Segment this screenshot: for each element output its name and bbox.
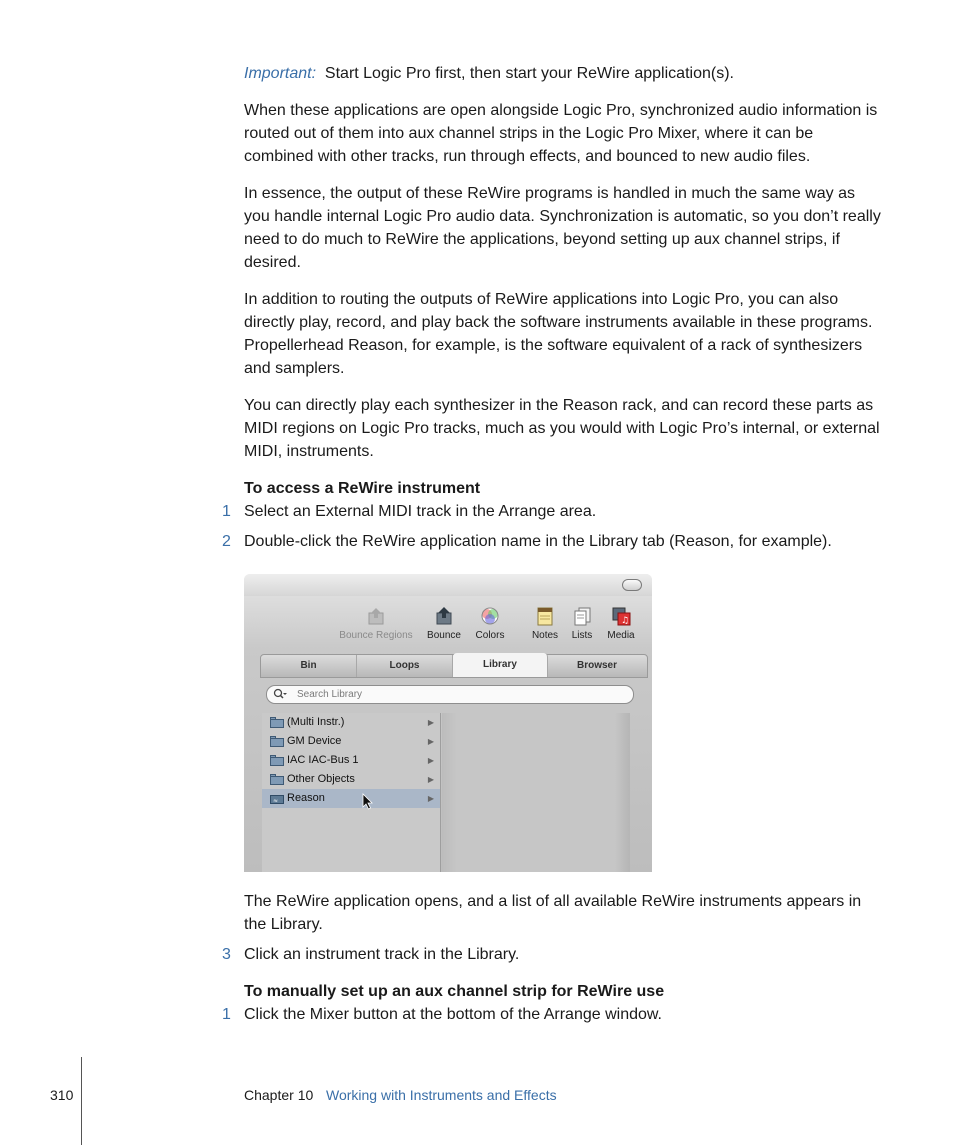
toolbar-label: Colors <box>475 630 505 641</box>
step-text: Click an instrument track in the Library. <box>244 946 520 963</box>
step-number: 1 <box>222 503 231 520</box>
step-number: 2 <box>222 533 231 550</box>
paragraph: In addition to routing the outputs of ReWire applications into Logic Pro, you can also directly play, record, and play back the software instruments available in these programs. Propellerhead Reason, for example, is the software equivalent of a rack of synthesizers and samplers. <box>244 291 873 377</box>
paragraph: You can directly play each synthesizer in the Reason rack, and can record these parts as MIDI regions on Logic Pro tracks, much as you would with Logic Pro’s internal, or external MIDI, instruments. <box>244 397 880 460</box>
list-item-label: Reason <box>287 792 325 804</box>
disclosure-arrow-icon: ▶ <box>427 737 434 746</box>
footer-divider <box>81 1057 82 1145</box>
disclosure-arrow-icon: ▶ <box>427 756 434 765</box>
list-item-label: Other Objects <box>287 773 355 785</box>
step-number: 3 <box>222 946 231 963</box>
folder-icon <box>270 755 284 766</box>
library-tabs <box>260 654 648 678</box>
library-screenshot <box>244 574 652 872</box>
folder-icon <box>270 774 284 785</box>
lists-icon <box>572 606 592 626</box>
list-item-selected[interactable] <box>262 789 440 808</box>
important-label: Important: <box>244 65 317 82</box>
list-item-label: GM Device <box>287 735 342 747</box>
section-heading: To manually set up an aux channel strip for ReWire use <box>244 983 665 1000</box>
search-icon <box>273 686 287 709</box>
toolbar-label: Bounce <box>427 630 461 641</box>
important-text: Start Logic Pro first, then start your ReWire application(s). <box>324 65 734 82</box>
list-item-label: (Multi Instr.) <box>287 716 345 728</box>
step-text: Double-click the ReWire application name in the Library tab (Reason, for example). <box>244 533 832 550</box>
paragraph: When these applications are open alongside Logic Pro, synchronized audio information is routed out of them into aux channel strips in the Logic Pro Mixer, where it can be combined with other tracks, run through effects, and bounced to new audio files. <box>244 102 878 165</box>
folder-icon <box>270 717 284 728</box>
list-item[interactable] <box>262 751 440 770</box>
toolbar-media[interactable] <box>600 606 642 641</box>
library-detail-pane <box>442 713 630 872</box>
library-list <box>262 713 441 872</box>
list-item[interactable] <box>262 770 440 789</box>
step-number: 1 <box>222 1006 231 1023</box>
section-heading: To access a ReWire instrument <box>244 480 481 497</box>
important-note <box>244 62 884 85</box>
toolbar-label: Notes <box>531 630 559 641</box>
toolbar-colors[interactable] <box>468 606 512 641</box>
step-text: Select an External MIDI track in the Arrange area. <box>244 503 597 520</box>
disclosure-arrow-icon: ▶ <box>427 794 434 803</box>
paragraph: In essence, the output of these ReWire programs is handled in much the same way as you handle internal Logic Pro audio data. Synchronization is automatic, so you don’t really need to do much to ReWire the applications, beyond setting up aux channel strips, if desired. <box>244 185 881 271</box>
notes-icon <box>535 606 555 626</box>
bounce-regions-icon <box>366 606 386 626</box>
window-titlebar <box>244 574 652 596</box>
toolbar-label: Bounce Regions <box>339 630 413 641</box>
tab-loops[interactable]: Loops <box>357 655 453 677</box>
bounce-icon <box>434 606 454 626</box>
paragraph: The ReWire application opens, and a list of all available ReWire instruments appears in the Library. <box>244 893 862 933</box>
rewire-icon <box>270 793 284 804</box>
toolbar-label: Media <box>607 630 635 641</box>
step-text: Click the Mixer button at the bottom of the Arrange window. <box>244 1006 662 1023</box>
colors-icon <box>480 606 500 626</box>
search-placeholder: Search Library <box>297 689 363 700</box>
toolbar-bounce[interactable] <box>422 606 466 641</box>
folder-icon <box>270 736 284 747</box>
chapter-label: Chapter 10 <box>244 1087 314 1103</box>
list-item[interactable] <box>262 732 440 751</box>
toolbar-toggle-button[interactable] <box>622 579 642 591</box>
page-number: 310 <box>50 1087 74 1103</box>
mouse-cursor-icon <box>362 793 374 811</box>
toolbar-lists[interactable] <box>562 606 602 641</box>
tab-bin[interactable]: Bin <box>261 655 357 677</box>
tab-library[interactable]: Library <box>453 653 548 677</box>
tab-browser[interactable]: Browser <box>576 660 617 671</box>
svg-text:≈: ≈ <box>273 797 279 804</box>
toolbar-notes[interactable] <box>524 606 566 641</box>
list-item[interactable] <box>262 713 440 732</box>
chapter-title: Working with Instruments and Effects <box>326 1087 557 1103</box>
list-item-label: IAC IAC-Bus 1 <box>287 754 359 766</box>
search-library-field[interactable] <box>266 685 634 704</box>
toolbar-label: Lists <box>571 630 593 641</box>
disclosure-arrow-icon: ▶ <box>427 775 434 784</box>
media-icon <box>611 606 631 626</box>
disclosure-arrow-icon: ▶ <box>427 718 434 727</box>
toolbar-bounce-regions[interactable] <box>336 606 416 641</box>
svg-text:♫: ♫ <box>621 616 630 626</box>
